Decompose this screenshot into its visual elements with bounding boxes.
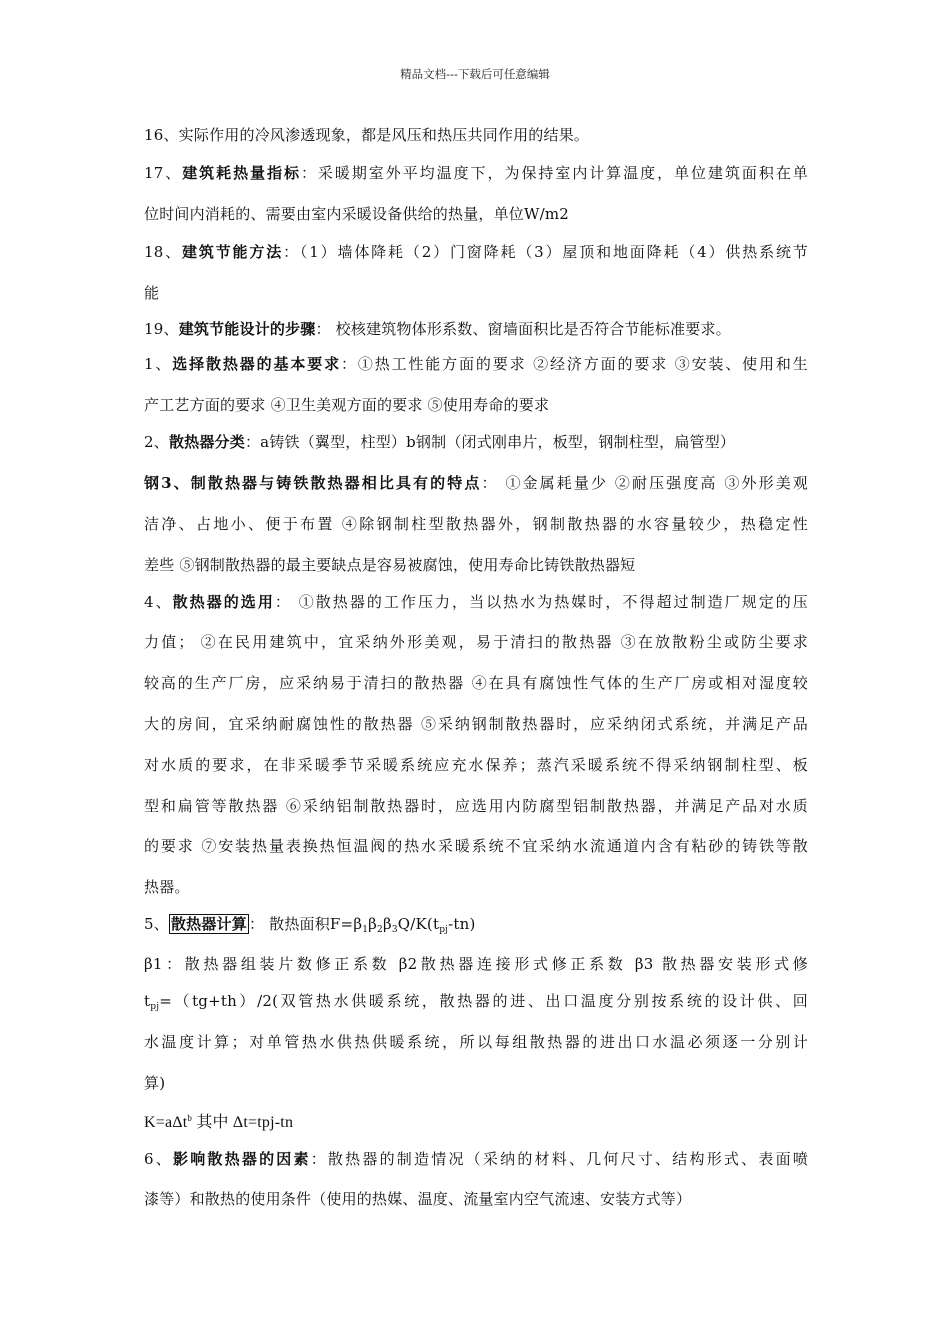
k-formula-rest: 其中 Δt=tpj-tn [192,1114,294,1131]
section-3-line-3: 差些 ⑤钢制散热器的最主要缺点是容易被腐蚀，使用寿命比铸铁散热器短 [144,556,636,574]
section-6-text: ：散热器的制造情况（采纳的材料、几何尺寸、结构形式、表面喷 [310,1150,808,1168]
beta-3: β [382,915,392,933]
section-4-line-3: 较高的生产厂房，应采纳易于清扫的散热器 ④在具有腐蚀性气体的生产厂房或相对湿度较 [144,674,808,692]
section-1-line-1 [144,353,808,374]
k-formula [144,1109,293,1132]
section-4-line-1 [144,591,808,612]
section-2-term: 散热器分类 [168,433,245,451]
section-1-text: ：①热工性能方面的要求 ②经济方面的要求 ③安装、使用和生 [340,355,808,373]
item-19-number: 19、 [144,320,179,338]
item-17-number: 17、 [144,164,183,182]
section-4-text: ： ①散热器的工作压力，当以热水为热媒时，不得超过制造厂规定的压 [274,593,809,611]
section-4-number: 4、 [144,593,173,611]
beta-2-subscript: 2 [377,925,383,935]
section-4-line-5: 对水质的要求，在非采暖季节采暖系统应充水保养；蒸汽采暖系统不得采纳钢制柱型、板 [144,756,808,774]
section-4-line-2: 力值； ②在民用建筑中，宜采纳外形美观，易于清扫的散热器 ③在放散粉尘或防尘要求 [144,633,808,651]
section-3-line-1 [144,472,808,493]
tpj-line-3: 算) [144,1074,166,1092]
item-18-text: ：（1）墙体降耗（2）门窗降耗（3）屋顶和地面降耗（4）供热系统节 [283,243,809,261]
item-17-line-2: 位时间内消耗的、需要由室内采暖设备供给的热量，单位W/m2 [144,205,570,223]
beta-1-subscript: 1 [362,925,369,935]
section-5-formula-start: ： 散热面积F=β [248,915,363,933]
item-16: 16、实际作用的冷风渗透现象，都是风压和热压共同作用的结果。 [144,126,590,144]
k-formula-main: K=aΔt [144,1114,188,1131]
section-4-line-7: 的要求 ⑦安装热量表换热恒温阀的热水采暖系统不宜采纳水流通道内含有粘砂的铸铁等散 [144,837,808,855]
section-4-line-4: 大的房间，宜采纳耐腐蚀性的散热器 ⑤采纳钢制散热器时，应采纳闭式系统，并满足产品 [144,715,808,733]
tpj-subscript: pj [439,925,449,935]
item-18-number: 18、 [144,243,182,261]
formula-q-over-k: Q/K(t [397,915,440,933]
item-19-text: ： 校核建筑物体形系数、窗墙面积比是否符合节能标准要求。 [315,320,731,338]
section-5-number: 5、 [144,915,169,933]
section-6-line-1 [144,1148,808,1169]
tpj-line-1 [144,990,808,1012]
tpj-t: t [144,992,151,1010]
tpj-line-2: 水温度计算；对单管热水供热供暖系统，所以每组散热器的进出口水温必须逐一分别计 [144,1033,808,1051]
section-1-term: 选择散热器的基本要求 [172,355,341,373]
section-3-term: 钢3、制散热器与铸铁散热器相比具有的特点 [144,474,482,492]
section-4-line-6: 型和扁管等散热器 ⑥采纳铝制散热器时，应选用内防腐型铝制散热器，并满足产品对水质 [144,797,808,815]
section-4-line-8: 热器。 [144,878,190,896]
item-17-term: 建筑耗热量指标 [182,164,301,182]
item-18-line-1 [144,241,808,262]
section-3-line-2: 洁净、占地小、便于布置 ④除钢制柱型散热器外，钢制散热器的水容量较少，热稳定性 [144,515,808,533]
item-17-text: ：采暖期室外平均温度下，为保持室内计算温度，单位建筑面积在单 [300,164,809,182]
beta-2: β [368,915,377,933]
item-18-term: 建筑节能方法 [181,243,284,261]
section-6-line-2: 漆等）和散热的使用条件（使用的热媒、温度、流量室内空气流速、安装方式等） [144,1190,692,1208]
k-formula-exponent: b [187,1113,193,1123]
tpj-line-subscript: pj [150,1002,160,1012]
item-19 [144,318,731,339]
item-19-term: 建筑节能设计的步骤 [178,320,316,338]
item-17-line-1 [144,162,808,183]
section-6-number: 6、 [144,1150,173,1168]
section-2 [144,431,735,452]
beta-3-subscript: 3 [391,925,398,935]
section-2-number: 2、 [144,433,169,451]
section-1-number: 1、 [144,355,173,373]
page-header: 精品文档---下载后可任意编辑 [400,67,550,81]
beta-definitions: β1：散热器组装片数修正系数 β2散热器连接形式修正系数 β3 散热器安装形式修 [144,955,808,973]
section-2-text: ：a铸铁（翼型，柱型）b钢制（闭式刚串片，板型，钢制柱型，扁管型） [244,433,736,451]
section-6-term: 影响散热器的因素 [172,1150,311,1168]
section-1-line-2: 产工艺方面的要求 ④卫生美观方面的要求 ⑤使用寿命的要求 [144,396,550,414]
formula-end: -tn) [448,915,476,933]
section-4-term: 散热器的选用 [172,593,275,611]
item-18-line-2: 能 [144,284,160,302]
tpj-text: =（tg+th）/2(双管热水供暖系统，散热器的进、出口温度分别按系统的设计供、回 [159,992,808,1010]
section-5 [144,913,476,935]
section-5-term: 散热器计算 [170,915,247,933]
section-3-text: ： ①金属耗量少 ②耐压强度高 ③外形美观 [481,474,808,492]
